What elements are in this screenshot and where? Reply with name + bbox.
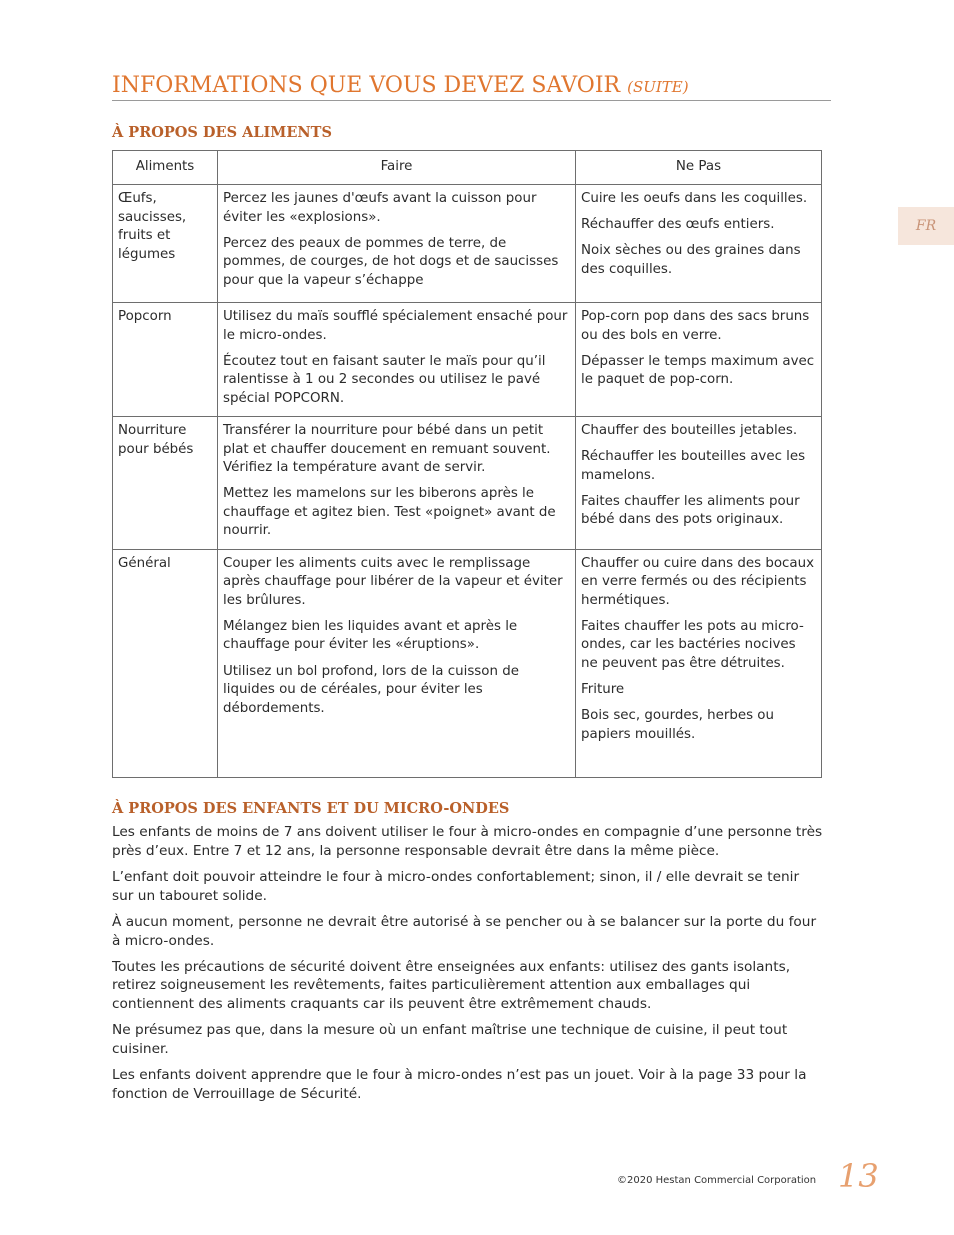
food-cell: Œufs, saucisses, fruits et légumes: [113, 185, 218, 303]
paragraph: Toutes les précautions de sécurité doivent être enseignées aux enfants: utilisez des gants isolants, retirez soigneusement les revêtements, faites particulièrement attention aux emballages qui contiennent des aliments craquants car ils peuvent être extrêmement chauds.: [112, 958, 791, 1013]
table-row: [113, 185, 822, 303]
dont-cell: [576, 416, 822, 549]
paragraph: Les enfants de moins de 7 ans doivent utiliser le four à micro-ondes en compagnie d’une personne très près d’eux. Entre 7 et 12 ans, la personne responsable devrait être dans la même pièce.: [112, 824, 823, 859]
food-cell: Nourriture pour bébés: [113, 416, 218, 549]
dont-item: Chauffer des bouteilles jetables.: [581, 422, 798, 438]
do-item: Transférer la nourriture pour bébé dans un petit plat et chauffer doucement en remuant souvent. Vérifiez la température avant de servir.: [223, 422, 551, 476]
dont-item: Friture: [581, 682, 625, 698]
dont-item: Pop-corn pop dans des sacs bruns ou des bols en verre.: [581, 309, 810, 343]
dont-item: Faites chauffer les aliments pour bébé dans des pots originaux.: [581, 493, 800, 528]
page-title-text: INFORMATIONS QUE VOUS DEVEZ SAVOIR: [112, 73, 621, 98]
footer-copyright: ©2020 Hestan Commercial Corporation: [617, 1175, 817, 1186]
do-item: Percez des peaux de pommes de terre, de pommes, de courges, de hot dogs et de saucisses pour que la vapeur s’échappe: [223, 235, 559, 288]
column-header-food: Aliments: [113, 151, 218, 185]
table-row: [113, 416, 822, 549]
do-item: Mélangez bien les liquides avant et après le chauffage pour éviter les «éruptions».: [223, 618, 518, 653]
do-item: Utilisez du maïs soufflé spécialement ensaché pour le micro-ondes.: [223, 309, 568, 343]
children-section-heading: À PROPOS DES ENFANTS ET DU MICRO-ONDES: [112, 800, 510, 817]
food-section-heading: À PROPOS DES ALIMENTS: [112, 124, 332, 141]
do-item: Écoutez tout en faisant sauter le maïs pour qu’il ralentisse à 1 ou 2 secondes ou utilisez le pavé spécial POPCORN.: [223, 353, 546, 406]
dont-item: Bois sec, gourdes, herbes ou papiers mouillés.: [581, 708, 774, 742]
do-item: Couper les aliments cuits avec le remplissage après chauffage pour libérer de la vapeur et éviter les brûlures.: [223, 555, 563, 608]
dont-item: Réchauffer des œufs entiers.: [581, 217, 775, 233]
dont-item: Faites chauffer les pots au micro-ondes, car les bactéries nocives ne peuvent pas être détruites.: [581, 618, 804, 671]
page-title-suffix: (SUITE): [627, 78, 689, 96]
column-header-dont: Ne Pas: [576, 151, 822, 185]
do-cell: [218, 416, 576, 549]
page-number: 13: [838, 1157, 879, 1195]
dont-item: Noix sèches ou des graines dans des coquilles.: [581, 243, 801, 277]
do-cell: [218, 303, 576, 417]
do-item: Utilisez un bol profond, lors de la cuisson de liquides ou de céréales, pour éviter les débordements.: [223, 663, 519, 716]
do-cell: [218, 185, 576, 303]
dont-cell: [576, 549, 822, 777]
dont-item: Cuire les oeufs dans les coquilles.: [581, 191, 808, 206]
language-tab: FR: [898, 207, 954, 245]
column-header-do: Faire: [218, 151, 576, 185]
dont-cell: [576, 185, 822, 303]
table-row: [113, 303, 822, 417]
dont-item: Chauffer ou cuire dans des bocaux en verre fermés ou des récipients hermétiques.: [581, 555, 815, 608]
food-cell: Général: [113, 549, 218, 777]
do-item: Mettez les mamelons sur les biberons après le chauffage et agitez bien. Test «poignet» avant de nourrir.: [223, 486, 556, 539]
table-row: [113, 549, 822, 777]
paragraph: L’enfant doit pouvoir atteindre le four à micro-ondes confortablement; sinon, il / elle devrait se tenir sur un tabouret solide.: [112, 868, 800, 904]
food-cell: Popcorn: [113, 303, 218, 417]
do-cell: [218, 549, 576, 777]
paragraph: Ne présumez pas que, dans la mesure où un enfant maîtrise une technique de cuisine, il peut tout cuisiner.: [112, 1022, 788, 1058]
do-item: Percez les jaunes d'œufs avant la cuisson pour éviter les «explosions».: [223, 191, 537, 225]
dont-item: Réchauffer les bouteilles avec les mamelons.: [581, 449, 806, 483]
children-section-body: [112, 823, 824, 1111]
page-title: [112, 72, 831, 101]
paragraph: Les enfants doivent apprendre que le four à micro-ondes n’est pas un jouet. Voir à la page 33 pour la fonction de Verrouillage de Sécurité.: [112, 1067, 807, 1102]
dont-item: Dépasser le temps maximum avec le paquet de pop-corn.: [581, 353, 815, 388]
dont-cell: [576, 303, 822, 417]
table-header-row: [113, 151, 822, 185]
food-table: [112, 150, 822, 778]
paragraph: À aucun moment, personne ne devrait être autorisé à se pencher ou à se balancer sur la porte du four à micro-ondes.: [112, 913, 817, 949]
